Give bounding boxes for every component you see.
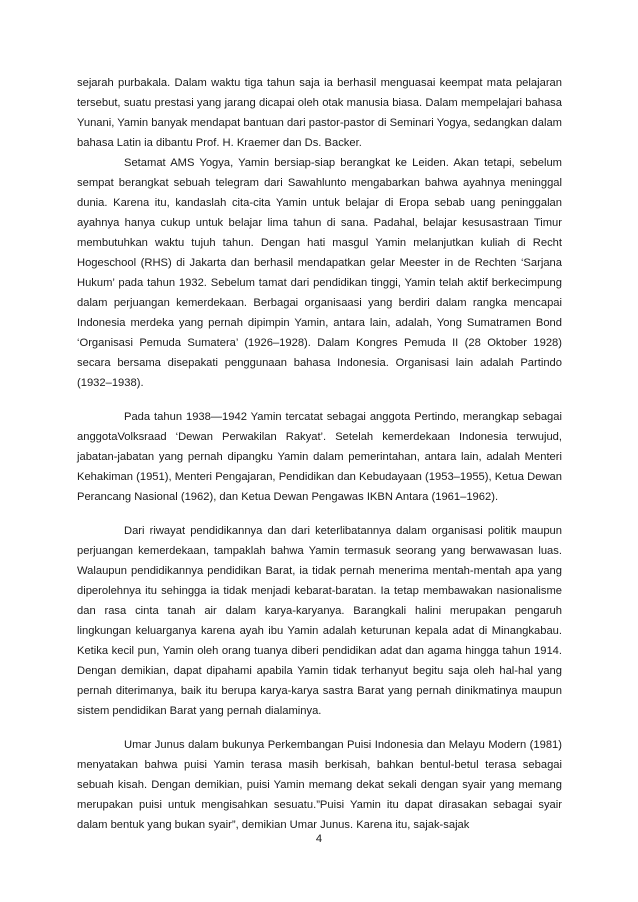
- paragraph-continuation: sejarah purbakala. Dalam waktu tiga tahun saja ia berhasil menguasai keempat mata pelajaran tersebut, suatu prestasi yang jarang dicapai oleh otak manusia biasa. Dalam mempelajari bahasa Yunani, Yamin banyak mendapat bantuan dari pastor-pastor di Seminari Yogya, sedangkan dalam bahasa Latin ia dibantu Prof. H. Kraemer dan Ds. Backer.: [77, 77, 562, 149]
- paragraph-leiden: Setamat AMS Yogya, Yamin bersiap-siap berangkat ke Leiden. Akan tetapi, sebelum sempat berangkat sebuah telegram dari Sawahlunto mengabarkan bahwa ayahnya meninggal dunia. Karena itu, kandaslah cita-cita Yamin untuk belajar di Eropa sebab uang peninggalan ayahnya hanya cukup untuk belajar lima tahun di sana. Padahal, belajar kesusastraan Timur membutuhkan waktu tujuh tahun. Dengan hati masgul Yamin melanjutkan kuliah di Recht Hogeschool (RHS) di Jakarta dan berhasil mendapatkan gelar Meester in de Rechten ‘Sarjana Hukum’ pada tahun 1932. Sebelum tamat dari pendidikan tinggi, Yamin telah aktif berkecimpung dalam perjuangan kemerdekaan. Berbagai organisaasi yang berdiri dalam rangka mencapai Indonesia merdeka yang pernah dipimpin Yamin, antara lain, adalah, Yong Sumatramen Bond ‘Organisasi Pemuda Sumatera’ (1926–1928). Dalam Kongres Pemuda II (28 Oktober 1928) secara bersama disepakati penggunaan bahasa Indonesia. Organisasi lain adalah Partindo (1932–1938).: [77, 157, 562, 389]
- body-text: [77, 73, 562, 835]
- paragraph-education: Dari riwayat pendidikannya dan dari keterlibatannya dalam organisasi politik maupun perjuangan kemerdekaan, tampaklah bahwa Yamin termasuk seorang yang berwawasan luas. Walaupun pendidikannya pendidikan Barat, ia tidak pernah menerima mentah-mentah apa yang diperolehnya itu sehingga ia tidak menjadi kebarat-baratan. Ia tetap membawakan nasionalisme dan rasa cinta tanah air dalam karya-karyanya. Barangkali halini merupakan pengaruh lingkungan keluarganya karena ayah ibu Yamin adalah keturunan kepala adat di Minangkabau. Ketika kecil pun, Yamin oleh orang tuanya diberi pendidikan adat dan agama hingga tahun 1914. Dengan demikian, dapat dipahami apabila Yamin tidak terhanyut begitu saja oleh hal-hal yang pernah diterimanya, baik itu berupa karya-karya sastra Barat yang pernah dinikmatinya maupun sistem pendidikan Barat yang pernah dialaminya.: [77, 525, 562, 717]
- page-number: 4: [315, 833, 323, 845]
- paragraph-pertindo: Pada tahun 1938—1942 Yamin tercatat sebagai anggota Pertindo, merangkap sebagai anggotaVolksraad ‘Dewan Perwakilan Rakyat’. Setelah kemerdekaan Indonesia terwujud, jabatan-jabatan yang pernah dipangku Yamin dalam pemerintahan, antara lain, adalah Menteri Kehakiman (1951), Menteri Pengajaran, Pendidikan dan Kebudayaan (1953–1955), Ketua Dewan Perancang Nasional (1962), dan Ketua Dewan Pengawas IKBN Antara (1961–1962).: [77, 411, 562, 503]
- paragraph-umar-junus: Umar Junus dalam bukunya Perkembangan Puisi Indonesia dan Melayu Modern (1981) menyatakan bahwa puisi Yamin terasa masih berkisah, bahkan bentul-betul terasa sebagai sebuah kisah. Dengan demikian, puisi Yamin memang dekat sekali dengan syair yang memang merupakan puisi untuk mengisahkan sesuatu.”Puisi Yamin itu dapat dirasakan sebagai syair dalam bentuk yang bukan syair”, demikian Umar Junus. Karena itu, sajak-sajak: [77, 739, 562, 831]
